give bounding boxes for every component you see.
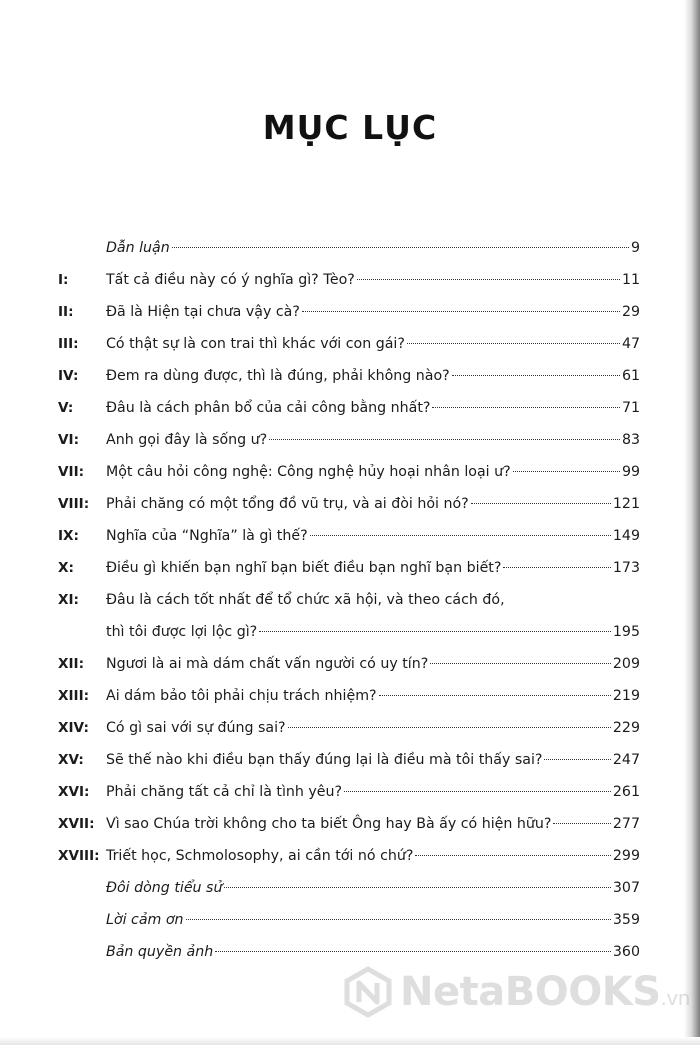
chapter-number: IV: [58,368,79,384]
entry-title: Đâu là cách tốt nhất để tổ chức xã hội, và theo cách đó, [106,592,505,608]
page-number: 149 [612,528,640,544]
toc-entry-chapter-12[interactable] [58,648,640,680]
dot-leader [302,311,620,312]
entry-title: Phải chăng có một tổng đồ vũ trụ, và ai đòi hỏi nó? [106,496,469,512]
toc-entry-chapter-7[interactable] [58,456,640,488]
chapter-number: XI: [58,592,79,608]
chapter-number: VII: [58,464,85,480]
entry-title: Đôi dòng tiểu sử [106,880,223,896]
page-number: 359 [612,912,640,928]
netabooks-logo-icon [342,966,394,1018]
page-number: 83 [621,432,640,448]
entry-title: Nghĩa của “Nghĩa” là gì thế? [106,528,308,544]
entry-title: Một câu hỏi công nghệ: Công nghệ hủy hoại nhân loại ư? [106,464,511,480]
chapter-number: XVIII: [58,848,100,864]
page-number: 360 [612,944,640,960]
chapter-number: III: [58,336,79,352]
entry-title: Dẫn luận [106,240,170,256]
table-of-contents [58,232,640,968]
page-number: 173 [612,560,640,576]
toc-entry-chapter-9[interactable] [58,520,640,552]
page-number: 29 [621,304,640,320]
dot-leader [503,567,611,568]
dot-leader [269,439,620,440]
page-number: 9 [630,240,640,256]
page-number: 307 [612,880,640,896]
toc-entry-biography[interactable] [58,872,640,904]
page-number: 47 [621,336,640,352]
dot-leader [452,375,620,376]
dot-leader [471,503,611,504]
entry-title: Có gì sai với sự đúng sai? [106,720,286,736]
chapter-number: VI: [58,432,80,448]
entry-title: Ai dám bảo tôi phải chịu trách nhiệm? [106,688,377,704]
page-number: 61 [621,368,640,384]
watermark-suffix: .vn [660,986,690,1010]
entry-title: thì tôi được lợi lộc gì? [106,624,258,640]
entry-title: Có thật sự là con trai thì khác với con gái? [106,336,405,352]
page-number: 299 [612,848,640,864]
chapter-number: XV: [58,752,84,768]
dot-leader [407,343,620,344]
chapter-number: V: [58,400,74,416]
toc-entry-acknowledgements[interactable] [58,904,640,936]
dot-leader [172,247,629,248]
entry-title: Vì sao Chúa trời không cho ta biết Ông hay Bà ấy có hiện hữu? [106,816,552,832]
toc-entry-chapter-5[interactable] [58,392,640,424]
entry-title: Đâu là cách phân bổ của cải công bằng nhất? [106,400,431,416]
dot-leader [432,407,620,408]
dot-leader [415,855,611,856]
page-number: 229 [612,720,640,736]
entry-title: Bản quyền ảnh [106,944,214,960]
chapter-number: II: [58,304,74,320]
toc-entry-chapter-14[interactable] [58,712,640,744]
page-number: 247 [612,752,640,768]
toc-entry-chapter-10[interactable] [58,552,640,584]
watermark-brand: NetaBOOKS.vn [400,969,690,1015]
entry-title: Điều gì khiến bạn nghĩ bạn biết điều bạn nghĩ bạn biết? [106,560,502,576]
page-number: 277 [612,816,640,832]
entry-title: Sẽ thế nào khi điều bạn thấy đúng lại là điều mà tôi thấy sai? [106,752,543,768]
page-number: 71 [621,400,640,416]
chapter-number: XVII: [58,816,95,832]
toc-entry-chapter-15[interactable] [58,744,640,776]
dot-leader [186,919,611,920]
page-number: 11 [621,272,640,288]
dot-leader [430,663,611,664]
dot-leader [215,951,611,952]
dot-leader [288,727,611,728]
toc-entry-chapter-8[interactable] [58,488,640,520]
chapter-number: IX: [58,528,79,544]
page-number: 195 [612,624,640,640]
toc-entry-chapter-4[interactable] [58,360,640,392]
chapter-number: VIII: [58,496,90,512]
entry-title: Anh gọi đây là sống ư? [106,432,268,448]
toc-entry-chapter-11-cont[interactable] [58,616,640,648]
toc-entry-chapter-2[interactable] [58,296,640,328]
watermark [342,962,690,1022]
entry-title: Đã là Hiện tại chưa vậy cà? [106,304,300,320]
page-number: 99 [621,464,640,480]
toc-entry-chapter-11[interactable] [58,584,640,616]
toc-entry-chapter-1[interactable] [58,264,640,296]
toc-entry-introduction[interactable] [58,232,640,264]
toc-entry-chapter-13[interactable] [58,680,640,712]
toc-entry-chapter-6[interactable] [58,424,640,456]
page-number: 209 [612,656,640,672]
chapter-number: XIV: [58,720,89,736]
toc-entry-chapter-17[interactable] [58,808,640,840]
dot-leader [513,471,620,472]
page-number: 261 [612,784,640,800]
dot-leader [259,631,611,632]
dot-leader [379,695,611,696]
dot-leader [224,887,610,888]
dot-leader [310,535,611,536]
page-title: MỤC LỤC [262,108,438,148]
entry-title: Phải chăng tất cả chỉ là tình yêu? [106,784,343,800]
chapter-number: XVI: [58,784,90,800]
page-edge-shadow [684,0,700,1045]
dot-leader [544,759,610,760]
dot-leader [553,823,610,824]
chapter-number: I: [58,272,69,288]
toc-entry-chapter-16[interactable] [58,776,640,808]
dot-leader [357,279,620,280]
entry-title: Ngươi là ai mà dám chất vấn người có uy tín? [106,656,429,672]
entry-title: Tất cả điều này có ý nghĩa gì? Tèo? [106,272,355,288]
toc-entry-chapter-3[interactable] [58,328,640,360]
page-number: 121 [612,496,640,512]
dot-leader [344,791,611,792]
entry-title: Triết học, Schmolosophy, ai cần tới nó chứ? [106,848,414,864]
chapter-number: XII: [58,656,85,672]
toc-entry-chapter-18[interactable] [58,840,640,872]
page-number: 219 [612,688,640,704]
chapter-number: X: [58,560,74,576]
chapter-number: XIII: [58,688,90,704]
entry-title: Đem ra dùng được, thì là đúng, phải không nào? [106,368,450,384]
entry-title: Lời cảm ơn [106,912,184,928]
page-bottom-edge [0,1037,700,1045]
